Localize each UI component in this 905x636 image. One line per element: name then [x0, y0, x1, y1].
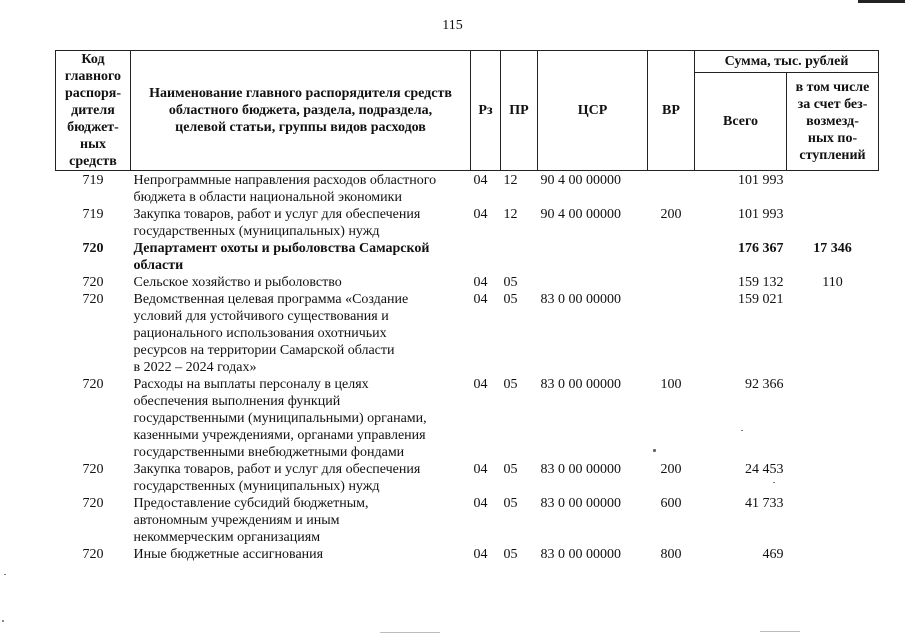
row-code: 719	[82, 173, 104, 188]
row-total: 176 367	[738, 241, 784, 256]
header-line: распоря-	[64, 86, 122, 101]
row-name: Иные бюджетные ассигнования	[133, 547, 324, 562]
row-vr	[648, 240, 695, 274]
row-code: 720	[82, 547, 104, 562]
row-total: 92 366	[745, 377, 784, 392]
header-line: дителя	[71, 103, 115, 118]
row-code: 720	[82, 377, 104, 392]
row-name: Закупка товаров, работ и услуг для обеспечения государственных (муниципальных) нужд	[133, 462, 421, 494]
header-line: областного бюджета, раздела, подраздела,	[168, 103, 433, 118]
table-row	[56, 291, 879, 376]
row-rz: 04	[473, 173, 488, 188]
header-line: в том числе	[795, 80, 870, 95]
table-row	[56, 546, 879, 563]
row-rz: 04	[473, 496, 488, 511]
row-csr: 83 0 00 00000	[540, 462, 621, 477]
row-code: 720	[82, 496, 104, 511]
row-name: Департамент охоты и рыболовства Самарской области	[133, 241, 430, 273]
header-pr: ПР	[501, 51, 538, 171]
row-code: 719	[82, 207, 104, 222]
row-vr	[648, 171, 695, 207]
header-line: средств	[69, 154, 117, 169]
row-rz: 04	[473, 547, 488, 562]
row-pr: 12	[503, 173, 518, 188]
row-csr: 83 0 00 00000	[540, 377, 621, 392]
row-rz: 04	[473, 207, 488, 222]
header-line: Наименование главного распорядителя средств	[149, 86, 452, 101]
row-code: 720	[82, 462, 104, 477]
scan-speck	[380, 632, 440, 633]
row-code: 720	[82, 292, 104, 307]
row-bezvozmezd	[787, 171, 879, 207]
table-row	[56, 376, 879, 461]
row-pr: 05	[503, 496, 518, 511]
header-csr: ЦСР	[538, 51, 648, 171]
row-csr: 83 0 00 00000	[540, 547, 621, 562]
row-csr: 83 0 00 00000	[540, 292, 621, 307]
row-name: Ведомственная целевая программа «Создание условий для устойчивого существования и рационального использования охотничьих ресурсов на территории Самарской области в 2022 – 2024 годах»	[133, 292, 409, 375]
row-total: 101 993	[738, 173, 784, 188]
budget-table	[55, 50, 879, 563]
row-pr: 05	[503, 275, 518, 290]
row-bezvozmezd	[787, 495, 879, 546]
header-sum: Сумма, тыс. рублей	[695, 51, 879, 73]
row-csr: 90 4 00 00000	[540, 207, 621, 222]
row-pr	[501, 240, 538, 274]
row-bezvozmezd	[787, 461, 879, 495]
row-bezvozmezd	[787, 206, 879, 240]
table-row	[56, 206, 879, 240]
row-bezvozmezd	[787, 291, 879, 376]
row-rz: 04	[473, 377, 488, 392]
row-total: 469	[762, 547, 784, 562]
table-row	[56, 495, 879, 546]
row-pr: 05	[503, 377, 518, 392]
row-vr: 100	[660, 377, 682, 392]
row-total: 24 453	[745, 462, 784, 477]
header-line: возмезд-	[806, 114, 859, 129]
header-vr: ВР	[648, 51, 695, 171]
row-bezvozmezd: 17 346	[813, 241, 852, 256]
row-total: 41 733	[745, 496, 784, 511]
table-row	[56, 274, 879, 291]
table-row	[56, 461, 879, 495]
header-name	[131, 51, 471, 171]
scan-speck	[741, 430, 743, 431]
row-bezvozmezd	[787, 546, 879, 563]
row-rz: 04	[473, 462, 488, 477]
row-rz: 04	[473, 275, 488, 290]
row-total: 159 021	[738, 292, 784, 307]
row-name: Предоставление субсидий бюджетным, автономным учреждениям и иным некоммерческим организациям	[133, 496, 369, 545]
header-code	[56, 51, 131, 171]
page-number: 115	[442, 18, 463, 33]
row-name: Расходы на выплаты персоналу в целях обеспечения выполнения функций государственными (муниципальными) органами, казенными учреждениями, органами управления государственными внебюджетными фондами	[133, 377, 427, 460]
row-vr: 200	[660, 207, 682, 222]
header-line: ступлений	[799, 148, 866, 163]
row-vr	[648, 291, 695, 376]
row-name: Сельское хозяйство и рыболовство	[133, 275, 342, 290]
header-bezvozmezd	[787, 73, 879, 171]
header-line: целевой статьи, группы видов расходов	[175, 120, 426, 135]
row-csr: 90 4 00 00000	[540, 173, 621, 188]
header-line: Код	[81, 52, 105, 67]
row-vr: 200	[660, 462, 682, 477]
scan-speck	[653, 449, 656, 452]
scan-edge-mark	[858, 0, 905, 3]
header-line: ных	[80, 137, 106, 152]
header-line: главного	[64, 69, 122, 84]
row-csr	[538, 274, 648, 291]
row-bezvozmezd: 110	[822, 275, 843, 290]
table-row	[56, 171, 879, 207]
row-vr: 600	[660, 496, 682, 511]
header-total: Всего	[695, 73, 787, 171]
table-header	[56, 51, 879, 171]
row-name: Закупка товаров, работ и услуг для обеспечения государственных (муниципальных) нужд	[133, 207, 421, 239]
row-vr	[648, 274, 695, 291]
row-code: 720	[82, 241, 104, 256]
row-rz: 04	[473, 292, 488, 307]
header-line: бюджет-	[67, 120, 119, 135]
header-line: за счет без-	[797, 97, 868, 112]
row-rz	[471, 240, 501, 274]
row-total: 159 132	[738, 275, 784, 290]
row-vr: 800	[660, 547, 682, 562]
header-line: ных по-	[807, 131, 858, 146]
scan-speck	[2, 620, 4, 622]
row-bezvozmezd	[787, 376, 879, 461]
scan-speck	[760, 631, 800, 632]
row-pr: 12	[503, 207, 518, 222]
row-csr	[538, 240, 648, 274]
table-body	[56, 171, 879, 564]
scan-speck	[4, 574, 6, 575]
row-total: 101 993	[738, 207, 784, 222]
row-pr: 05	[503, 462, 518, 477]
row-code: 720	[82, 275, 104, 290]
row-pr: 05	[503, 292, 518, 307]
row-pr: 05	[503, 547, 518, 562]
scan-speck	[773, 482, 775, 483]
row-name: Непрограммные направления расходов областного бюджета в области национальной экономики	[133, 173, 437, 205]
row-csr: 83 0 00 00000	[540, 496, 621, 511]
table-row	[56, 240, 879, 274]
header-rz: Рз	[471, 51, 501, 171]
